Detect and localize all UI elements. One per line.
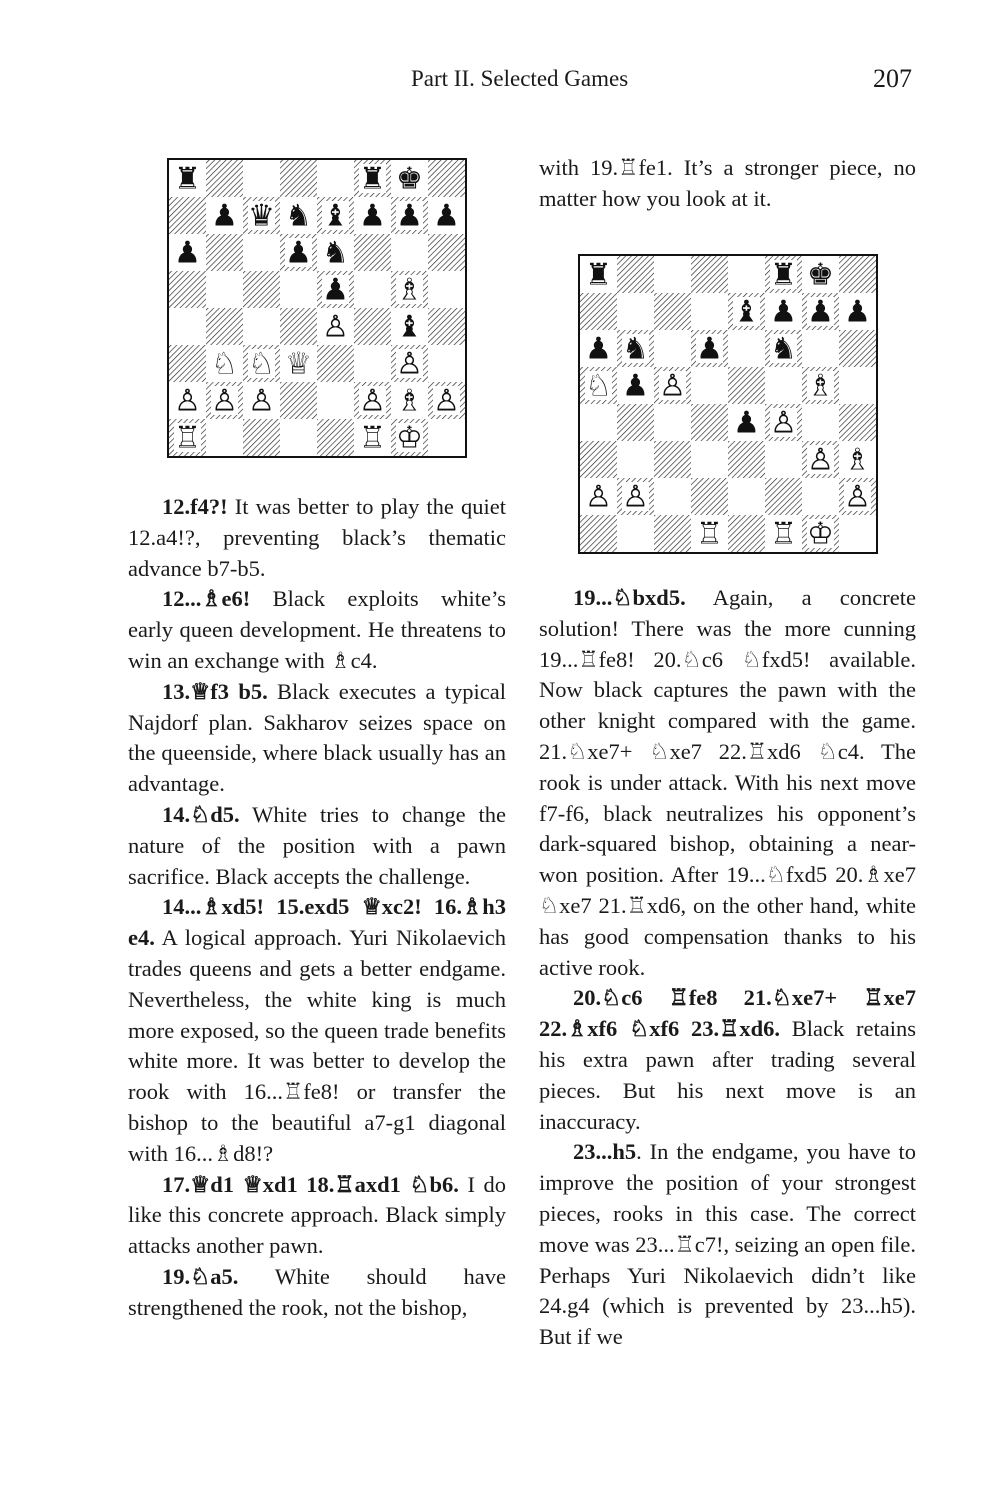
dark-square xyxy=(580,293,617,330)
black-pawn-icon: ♟ xyxy=(359,198,386,234)
black-pawn-icon: ♟ xyxy=(285,235,312,271)
right-column-bottom-text xyxy=(539,583,916,1353)
black-pawn-icon: ♟ xyxy=(622,368,649,404)
light-square xyxy=(802,404,839,441)
light-square xyxy=(654,404,691,441)
dark-square xyxy=(580,441,617,478)
black-pawn-icon: ♟ xyxy=(322,272,349,308)
paragraph: with 19.♖fe1. It’s a stronger piece, no matter how you look at it. xyxy=(539,155,916,211)
white-pawn-icon: ♙ xyxy=(211,383,238,419)
black-rook-icon: ♜ xyxy=(174,161,201,197)
white-bishop-icon: ♗ xyxy=(396,383,423,419)
white-knight-icon: ♘ xyxy=(211,346,238,382)
black-pawn-icon: ♟ xyxy=(396,198,423,234)
light-square xyxy=(428,345,465,382)
light-square xyxy=(354,345,391,382)
chess-diagram-2 xyxy=(578,254,878,554)
light-square xyxy=(317,160,354,197)
black-rook-icon: ♜ xyxy=(585,257,612,293)
dark-square xyxy=(839,256,876,293)
paragraph: 20.♘c6 ♖fe8 21.♘xe7+ ♖xe7 22.♗xf6 ♘xf6 23.♖xd6. Black retains his extra pawn after trading several pieces. But his next move is an inaccuracy. xyxy=(539,985,916,1134)
black-pawn-icon: ♟ xyxy=(807,294,834,330)
white-pawn-icon: ♙ xyxy=(248,383,275,419)
running-title: Part II. Selected Games xyxy=(411,66,629,91)
page-header xyxy=(0,66,1000,100)
black-bishop-icon: ♝ xyxy=(322,198,349,234)
dark-square xyxy=(169,345,206,382)
black-knight-icon: ♞ xyxy=(622,331,649,367)
dark-square xyxy=(206,308,243,345)
dark-square xyxy=(617,404,654,441)
black-pawn-icon: ♟ xyxy=(770,294,797,330)
light-square xyxy=(617,441,654,478)
dark-square xyxy=(654,515,691,552)
light-square xyxy=(428,419,465,456)
dark-square xyxy=(169,271,206,308)
light-square xyxy=(691,293,728,330)
black-bishop-icon: ♝ xyxy=(396,309,423,345)
paragraph: 13.♕f3 b5. Black executes a typical Najdorf plan. Sakharov seizes space on the queenside, where black usually has an advantage. xyxy=(128,678,506,797)
dark-square xyxy=(654,293,691,330)
paragraph: 14.♘d5. White tries to change the nature of the position with a pawn sacrifice. Black accepts the challenge. xyxy=(128,801,506,889)
white-bishop-icon: ♗ xyxy=(396,272,423,308)
light-square xyxy=(691,367,728,404)
dark-square xyxy=(839,330,876,367)
dark-square xyxy=(728,515,765,552)
dark-square xyxy=(691,478,728,515)
white-rook-icon: ♖ xyxy=(770,516,797,552)
white-pawn-icon: ♙ xyxy=(844,479,871,515)
light-square xyxy=(728,330,765,367)
dark-square xyxy=(617,256,654,293)
paragraph: 17.♕d1 ♕xd1 18.♖axd1 ♘b6. I do like this concrete approach. Black simply attacks another pawn. xyxy=(128,1171,506,1259)
dark-square xyxy=(243,271,280,308)
white-bishop-icon: ♗ xyxy=(807,368,834,404)
white-queen-icon: ♕ xyxy=(285,346,312,382)
light-square xyxy=(280,419,317,456)
black-pawn-icon: ♟ xyxy=(433,198,460,234)
light-square xyxy=(391,234,428,271)
white-rook-icon: ♖ xyxy=(359,420,386,456)
dark-square xyxy=(580,515,617,552)
paragraph: 12.f4?! It was better to play the quiet 12.a4!?, preventing black’s thematic advance b7-b5. xyxy=(128,494,506,581)
light-square xyxy=(728,256,765,293)
chess-board-svg xyxy=(580,256,876,552)
light-square xyxy=(580,404,617,441)
chess-board-svg xyxy=(169,160,465,456)
white-rook-icon: ♖ xyxy=(174,420,201,456)
dark-square xyxy=(354,234,391,271)
light-square xyxy=(765,367,802,404)
light-square xyxy=(765,441,802,478)
dark-square xyxy=(428,160,465,197)
page-number: 207 xyxy=(873,64,912,93)
dark-square xyxy=(428,308,465,345)
white-pawn-icon: ♙ xyxy=(659,368,686,404)
white-pawn-icon: ♙ xyxy=(359,383,386,419)
dark-square xyxy=(691,256,728,293)
dark-square xyxy=(206,234,243,271)
light-square xyxy=(280,271,317,308)
white-pawn-icon: ♙ xyxy=(770,405,797,441)
white-bishop-icon: ♗ xyxy=(844,442,871,478)
left-column-text xyxy=(128,492,506,1324)
dark-square xyxy=(317,345,354,382)
light-square xyxy=(617,515,654,552)
black-knight-icon: ♞ xyxy=(285,198,312,234)
black-rook-icon: ♜ xyxy=(770,257,797,293)
dark-square xyxy=(428,234,465,271)
white-pawn-icon: ♙ xyxy=(433,383,460,419)
light-square xyxy=(206,271,243,308)
paragraph: 23...h5. In the endgame, you have to improve the position of your strongest pieces, rooks in this case. The correct move was 23...♖c7!, seizing an open file. Perhaps Yuri Nikolaevich didn’t like 24.g4 (which is prevented by 23...h5). But if we xyxy=(539,1139,916,1350)
dark-square xyxy=(839,404,876,441)
dark-square xyxy=(317,419,354,456)
dark-square xyxy=(280,160,317,197)
dark-square xyxy=(728,441,765,478)
black-pawn-icon: ♟ xyxy=(696,331,723,367)
dark-square xyxy=(654,441,691,478)
black-king-icon: ♚ xyxy=(807,257,834,293)
white-pawn-icon: ♙ xyxy=(396,346,423,382)
light-square xyxy=(802,478,839,515)
light-square xyxy=(728,478,765,515)
dark-square xyxy=(280,382,317,419)
light-square xyxy=(839,367,876,404)
white-pawn-icon: ♙ xyxy=(174,383,201,419)
dark-square xyxy=(206,160,243,197)
paragraph: 19.♘a5. White should have strengthened the rook, not the bishop, xyxy=(128,1263,506,1320)
black-pawn-icon: ♟ xyxy=(174,235,201,271)
light-square xyxy=(654,330,691,367)
dark-square xyxy=(354,308,391,345)
black-knight-icon: ♞ xyxy=(770,331,797,367)
dark-square xyxy=(280,308,317,345)
light-square xyxy=(317,382,354,419)
white-knight-icon: ♘ xyxy=(585,368,612,404)
right-column-top-text xyxy=(539,153,916,215)
white-pawn-icon: ♙ xyxy=(322,309,349,345)
white-pawn-icon: ♙ xyxy=(807,442,834,478)
light-square xyxy=(206,419,243,456)
light-square xyxy=(654,256,691,293)
white-king-icon: ♔ xyxy=(807,516,834,552)
light-square xyxy=(243,160,280,197)
paragraph: 12...♗e6! Black exploits white’s early queen development. He threatens to win an exchange with ♗c4. xyxy=(128,586,506,673)
light-square xyxy=(243,234,280,271)
light-square xyxy=(243,308,280,345)
dark-square xyxy=(169,197,206,234)
dark-square xyxy=(765,478,802,515)
black-pawn-icon: ♟ xyxy=(844,294,871,330)
white-knight-icon: ♘ xyxy=(248,346,275,382)
black-pawn-icon: ♟ xyxy=(585,331,612,367)
paragraph: 19...♘bxd5. Again, a concrete solution! There was the more cunning 19...♖fe8! 20.♘c6 ♘fxd5! available. Now black captures the pawn with the other knight compared with the game. 21.♘xe7+ ♘xe7 22.♖xd6 ♘c4. The rook is under attack. With his next move f7-f6, black neutralizes his opponent’s dark-squared bishop, obtaining a near-won position. After 19...♘fxd5 20.♗xe7 ♘xe7 21.♖xd6, on the other hand, white has good compensation thanks to his active rook. xyxy=(539,585,916,980)
light-square xyxy=(839,515,876,552)
black-pawn-icon: ♟ xyxy=(733,405,760,441)
white-pawn-icon: ♙ xyxy=(622,479,649,515)
black-king-icon: ♚ xyxy=(396,161,423,197)
black-pawn-icon: ♟ xyxy=(211,198,238,234)
dark-square xyxy=(691,404,728,441)
black-knight-icon: ♞ xyxy=(322,235,349,271)
paragraph: 14...♗xd5! 15.exd5 ♕xc2! 16.♗h3 e4. A logical approach. Yuri Nikolaevich trades queens and gets a better endgame. Nevertheless, the white king is much more exposed, so the queen trade benefits white more. It was better to develop the rook with 16...♖fe8! or transfer the bishop to the beautiful a7-g1 diagonal with 16...♗d8!? xyxy=(128,894,506,1166)
light-square xyxy=(617,293,654,330)
light-square xyxy=(802,330,839,367)
white-king-icon: ♔ xyxy=(396,420,423,456)
dark-square xyxy=(243,419,280,456)
light-square xyxy=(169,308,206,345)
light-square xyxy=(691,441,728,478)
chess-diagram-1 xyxy=(167,158,467,458)
light-square xyxy=(428,271,465,308)
black-rook-icon: ♜ xyxy=(359,161,386,197)
black-queen-icon: ♛ xyxy=(248,198,275,234)
dark-square xyxy=(728,367,765,404)
black-bishop-icon: ♝ xyxy=(733,294,760,330)
white-pawn-icon: ♙ xyxy=(585,479,612,515)
white-rook-icon: ♖ xyxy=(696,516,723,552)
light-square xyxy=(654,478,691,515)
light-square xyxy=(354,271,391,308)
